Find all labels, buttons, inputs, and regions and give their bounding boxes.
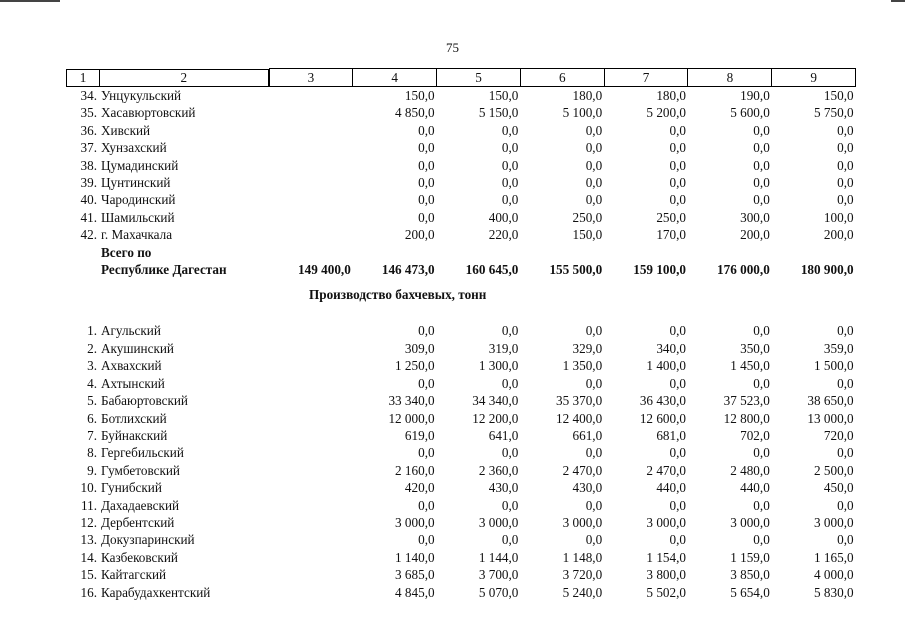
value-cell-c8: 1 159,0 bbox=[730, 549, 770, 565]
value-cell-c9: 0,0 bbox=[837, 175, 854, 191]
value-cell-c4: 4 845,0 bbox=[395, 584, 435, 600]
header-cell-4: 4 bbox=[353, 69, 437, 87]
value-cell-c3 bbox=[269, 104, 353, 121]
value-cell-c5: 3 000,0 bbox=[478, 514, 519, 530]
total-label-line2: Республике Дагестан bbox=[101, 262, 227, 278]
district-name: Хивский bbox=[101, 122, 151, 138]
row-number: 10. bbox=[80, 480, 97, 496]
value-cell-c8: 0,0 bbox=[753, 175, 770, 191]
value-cell-c4: 0,0 bbox=[418, 375, 435, 391]
value-cell-c4: 0,0 bbox=[418, 445, 435, 461]
value-cell-c5: 1 300,0 bbox=[478, 358, 519, 374]
page-number: 75 bbox=[446, 40, 459, 55]
value-cell-c7: 5 502,0 bbox=[646, 584, 686, 600]
row-number: 38. bbox=[80, 157, 97, 173]
value-cell-c3 bbox=[269, 531, 353, 548]
value-cell-c7: 3 000,0 bbox=[646, 514, 686, 530]
row-number: 2. bbox=[87, 340, 97, 356]
district-name: Казбековский bbox=[101, 549, 178, 565]
value-cell-c8: 440,0 bbox=[740, 480, 770, 496]
value-cell-c4: 0,0 bbox=[418, 157, 435, 173]
value-cell-c5: 0,0 bbox=[501, 323, 519, 339]
value-cell-c3 bbox=[269, 174, 353, 191]
row-number: 16. bbox=[80, 584, 97, 600]
value-cell-c8: 12 800,0 bbox=[723, 410, 770, 426]
value-cell-c3 bbox=[269, 226, 353, 243]
row-number: 37. bbox=[80, 140, 97, 156]
value-cell-c7: 0,0 bbox=[669, 323, 686, 339]
value-cell-c8: 0,0 bbox=[753, 323, 770, 339]
value-cell-c4: 0,0 bbox=[418, 122, 435, 138]
value-cell-c3 bbox=[269, 479, 353, 496]
value-cell-c8: 1 450,0 bbox=[730, 358, 770, 374]
value-cell-c6: 0,0 bbox=[585, 497, 603, 513]
statistics-table bbox=[66, 68, 856, 601]
value-cell-c9: 0,0 bbox=[837, 140, 854, 156]
value-cell-c9: 0,0 bbox=[837, 532, 854, 548]
value-cell-c9: 13 000,0 bbox=[807, 410, 854, 426]
value-cell-c3 bbox=[269, 497, 353, 514]
value-cell-c4: 619,0 bbox=[404, 427, 435, 443]
district-name: Дахадаевский bbox=[101, 497, 180, 513]
value-cell-c6: 329,0 bbox=[572, 340, 603, 356]
value-cell-c7: 5 200,0 bbox=[646, 105, 686, 121]
value-cell-c7: 440,0 bbox=[656, 480, 686, 496]
value-cell-c7: 0,0 bbox=[669, 445, 686, 461]
row-number: 34. bbox=[80, 88, 97, 103]
value-cell-c3 bbox=[269, 514, 353, 531]
total-value-c5: 160 645,0 bbox=[465, 262, 519, 278]
value-cell-c6: 0,0 bbox=[585, 175, 603, 191]
table-row bbox=[66, 531, 856, 548]
value-cell-c3 bbox=[269, 87, 353, 105]
section-heading-row bbox=[66, 278, 856, 308]
value-cell-c6: 0,0 bbox=[585, 323, 603, 339]
value-cell-c3 bbox=[269, 462, 353, 479]
row-number: 9. bbox=[87, 462, 97, 478]
value-cell-c8: 0,0 bbox=[753, 375, 770, 391]
value-cell-c8: 0,0 bbox=[753, 497, 770, 513]
district-name: Дербентский bbox=[101, 514, 175, 530]
value-cell-c8: 300,0 bbox=[740, 209, 770, 225]
value-cell-c5: 430,0 bbox=[488, 480, 519, 496]
table-row bbox=[66, 549, 856, 566]
value-cell-c4: 420,0 bbox=[404, 480, 435, 496]
table-row bbox=[66, 122, 856, 139]
total-label-line1: Всего по bbox=[101, 244, 152, 260]
value-cell-c5: 12 200,0 bbox=[472, 410, 519, 426]
district-name: Буйнакский bbox=[101, 427, 168, 443]
value-cell-c6: 0,0 bbox=[585, 122, 603, 138]
value-cell-c6: 2 470,0 bbox=[562, 462, 603, 478]
value-cell-c8: 3 000,0 bbox=[730, 514, 770, 530]
row-number: 3. bbox=[87, 358, 97, 374]
table-row bbox=[66, 514, 856, 531]
value-cell-c4: 3 685,0 bbox=[395, 567, 435, 583]
value-cell-c8: 0,0 bbox=[753, 192, 770, 208]
value-cell-c5: 641,0 bbox=[488, 427, 519, 443]
value-cell-c8: 3 850,0 bbox=[730, 567, 770, 583]
table-row bbox=[66, 226, 856, 243]
value-cell-c3 bbox=[269, 340, 353, 357]
district-name: Хасавюртовский bbox=[101, 105, 196, 121]
value-cell-c4: 2 160,0 bbox=[395, 462, 435, 478]
value-cell-c5: 0,0 bbox=[501, 497, 519, 513]
value-cell-c4: 12 000,0 bbox=[388, 410, 435, 426]
table-row bbox=[66, 357, 856, 374]
value-cell-c7: 2 470,0 bbox=[646, 462, 686, 478]
table-body bbox=[66, 69, 856, 601]
column-number-header-row bbox=[66, 69, 856, 87]
value-cell-c4: 0,0 bbox=[418, 175, 435, 191]
header-cell-6: 6 bbox=[520, 69, 604, 87]
value-cell-c8: 37 523,0 bbox=[723, 393, 770, 409]
district-name: Ахвахский bbox=[101, 358, 162, 374]
value-cell-c6: 0,0 bbox=[585, 140, 603, 156]
row-number: 12. bbox=[80, 514, 97, 530]
value-cell-c7: 0,0 bbox=[669, 140, 686, 156]
value-cell-c8: 0,0 bbox=[753, 445, 770, 461]
district-name: Гумбетовский bbox=[101, 462, 180, 478]
row-number: 11. bbox=[81, 497, 97, 513]
value-cell-c3 bbox=[269, 375, 353, 392]
district-name: Ботлихский bbox=[101, 410, 167, 426]
value-cell-c4: 0,0 bbox=[418, 532, 435, 548]
header-cell-3: 3 bbox=[269, 69, 353, 87]
district-name: Чародинский bbox=[101, 192, 176, 208]
value-cell-c6: 12 400,0 bbox=[556, 410, 603, 426]
value-cell-c6: 5 240,0 bbox=[562, 584, 603, 600]
table-row bbox=[66, 375, 856, 392]
total-value-c7: 159 100,0 bbox=[633, 262, 686, 278]
value-cell-c8: 2 480,0 bbox=[730, 462, 770, 478]
row-number: 6. bbox=[87, 410, 97, 426]
value-cell-c7: 170,0 bbox=[656, 227, 686, 243]
value-cell-c5: 0,0 bbox=[501, 445, 519, 461]
value-cell-c3 bbox=[269, 191, 353, 208]
value-cell-c7: 0,0 bbox=[669, 175, 686, 191]
table-row bbox=[66, 479, 856, 496]
value-cell-c5: 400,0 bbox=[488, 209, 519, 225]
table-row bbox=[66, 462, 856, 479]
table-row bbox=[66, 340, 856, 357]
value-cell-c8: 702,0 bbox=[740, 427, 770, 443]
value-cell-c7: 12 600,0 bbox=[639, 410, 686, 426]
value-cell-c5: 1 144,0 bbox=[478, 549, 519, 565]
section-spacer bbox=[66, 308, 856, 322]
value-cell-c4: 4 850,0 bbox=[395, 105, 435, 121]
district-name: Унцукульский bbox=[101, 88, 182, 103]
value-cell-c7: 250,0 bbox=[656, 209, 686, 225]
section-heading-pad bbox=[66, 278, 269, 308]
value-cell-c5: 0,0 bbox=[501, 122, 519, 138]
value-cell-c9: 5 750,0 bbox=[814, 105, 854, 121]
value-cell-c3 bbox=[269, 209, 353, 226]
district-name: Докузпаринский bbox=[101, 532, 195, 548]
header-cell-7: 7 bbox=[604, 69, 688, 87]
header-group-1-2 bbox=[66, 69, 269, 87]
table-row bbox=[66, 174, 856, 191]
row-number: 13. bbox=[80, 532, 97, 548]
value-cell-c3 bbox=[269, 444, 353, 461]
total-value-c6: 155 500,0 bbox=[549, 262, 603, 278]
value-cell-c5: 5 150,0 bbox=[478, 105, 519, 121]
district-name: Агульский bbox=[101, 323, 161, 339]
row-number: 42. bbox=[80, 227, 97, 243]
header-cell-2: 2 bbox=[100, 69, 269, 86]
table-row bbox=[66, 191, 856, 208]
value-cell-c9: 0,0 bbox=[837, 122, 854, 138]
district-name: Гунибский bbox=[101, 480, 162, 496]
value-cell-c5: 0,0 bbox=[501, 532, 519, 548]
row-number: 1. bbox=[87, 323, 97, 339]
row-number: 40. bbox=[80, 192, 97, 208]
value-cell-c5: 0,0 bbox=[501, 140, 519, 156]
value-cell-c5: 34 340,0 bbox=[472, 393, 519, 409]
total-value-c8: 176 000,0 bbox=[717, 262, 770, 278]
value-cell-c3 bbox=[269, 566, 353, 583]
value-cell-c4: 33 340,0 bbox=[388, 393, 435, 409]
table-row bbox=[66, 209, 856, 226]
total-num-empty bbox=[66, 261, 99, 278]
value-cell-c7: 0,0 bbox=[669, 122, 686, 138]
value-cell-c9: 359,0 bbox=[823, 340, 854, 356]
value-cell-c9: 100,0 bbox=[823, 209, 854, 225]
total-num-empty bbox=[66, 244, 99, 261]
value-cell-c4: 0,0 bbox=[418, 140, 435, 156]
value-cell-c3 bbox=[269, 357, 353, 374]
table-row bbox=[66, 566, 856, 583]
row-number: 39. bbox=[80, 175, 97, 191]
value-cell-c5: 150,0 bbox=[488, 88, 519, 103]
spacer-cell bbox=[66, 308, 856, 322]
value-cell-c9: 0,0 bbox=[837, 497, 854, 513]
value-cell-c9: 2 500,0 bbox=[814, 462, 854, 478]
row-number: 15. bbox=[80, 567, 97, 583]
district-name: Цумадинский bbox=[101, 157, 179, 173]
value-cell-c6: 661,0 bbox=[572, 427, 603, 443]
value-cell-c8: 0,0 bbox=[753, 122, 770, 138]
value-cell-c8: 5 600,0 bbox=[730, 105, 770, 121]
value-cell-c6: 430,0 bbox=[572, 480, 603, 496]
table-row bbox=[66, 104, 856, 121]
district-name: Кайтагский bbox=[101, 567, 167, 583]
value-cell-c5: 0,0 bbox=[501, 192, 519, 208]
value-cell-c6: 5 100,0 bbox=[562, 105, 603, 121]
value-cell-c7: 0,0 bbox=[669, 157, 686, 173]
value-cell-c3 bbox=[269, 392, 353, 409]
value-cell-c7: 0,0 bbox=[669, 532, 686, 548]
value-cell-c6: 3 000,0 bbox=[562, 514, 603, 530]
value-cell-c9: 3 000,0 bbox=[814, 514, 854, 530]
row-number: 14. bbox=[80, 549, 97, 565]
value-cell-c5: 0,0 bbox=[501, 175, 519, 191]
value-cell-c3 bbox=[269, 584, 353, 601]
table-row bbox=[66, 410, 856, 427]
value-cell-c4: 0,0 bbox=[418, 497, 435, 513]
header-cell-8: 8 bbox=[688, 69, 772, 87]
value-cell-c8: 350,0 bbox=[740, 340, 770, 356]
value-cell-c8: 5 654,0 bbox=[730, 584, 770, 600]
total-label-row bbox=[66, 244, 856, 261]
value-cell-c9: 0,0 bbox=[837, 323, 854, 339]
district-name: Цунтинский bbox=[101, 175, 171, 191]
value-cell-c5: 3 700,0 bbox=[478, 567, 519, 583]
section-title: Производство бахчевых, тонн bbox=[309, 286, 487, 302]
value-cell-c3 bbox=[269, 410, 353, 427]
table-row bbox=[66, 392, 856, 409]
value-cell-c4: 3 000,0 bbox=[395, 514, 435, 530]
value-cell-c8: 0,0 bbox=[753, 157, 770, 173]
value-cell-c4: 1 250,0 bbox=[395, 358, 435, 374]
total-row bbox=[66, 261, 856, 278]
value-cell-c5: 0,0 bbox=[501, 375, 519, 391]
table-row bbox=[66, 427, 856, 444]
value-cell-c3 bbox=[269, 322, 353, 339]
value-cell-c6: 0,0 bbox=[585, 375, 603, 391]
value-cell-c7: 1 154,0 bbox=[646, 549, 686, 565]
value-cell-c9: 5 830,0 bbox=[814, 584, 854, 600]
value-cell-c4: 309,0 bbox=[404, 340, 435, 356]
value-cell-c5: 5 070,0 bbox=[478, 584, 519, 600]
district-name: Карабудахкентский bbox=[101, 584, 211, 600]
district-name: Ахтынский bbox=[101, 375, 165, 391]
value-cell-c8: 0,0 bbox=[753, 532, 770, 548]
row-number: 4. bbox=[87, 375, 97, 391]
scan-edge-mark-left bbox=[0, 0, 60, 2]
value-cell-c7: 3 800,0 bbox=[646, 567, 686, 583]
value-cell-c7: 340,0 bbox=[656, 340, 686, 356]
value-cell-c6: 250,0 bbox=[572, 209, 603, 225]
row-number: 35. bbox=[80, 105, 97, 121]
value-cell-c9: 200,0 bbox=[823, 227, 854, 243]
row-number: 36. bbox=[80, 122, 97, 138]
value-cell-c3 bbox=[269, 139, 353, 156]
row-number: 7. bbox=[87, 427, 97, 443]
table-row bbox=[66, 497, 856, 514]
value-cell-c7: 0,0 bbox=[669, 375, 686, 391]
value-cell-c6: 0,0 bbox=[585, 157, 603, 173]
value-cell-c6: 150,0 bbox=[572, 227, 603, 243]
value-cell-c9: 4 000,0 bbox=[814, 567, 854, 583]
value-cell-c9: 0,0 bbox=[837, 445, 854, 461]
value-cell-c9: 450,0 bbox=[823, 480, 854, 496]
value-cell-c4: 1 140,0 bbox=[395, 549, 435, 565]
value-cell-c6: 0,0 bbox=[585, 445, 603, 461]
header-cell-1: 1 bbox=[67, 69, 100, 86]
value-cell-c3 bbox=[269, 549, 353, 566]
value-cell-c4: 0,0 bbox=[418, 209, 435, 225]
district-name: Хунзахский bbox=[101, 140, 167, 156]
value-cell-c9: 0,0 bbox=[837, 157, 854, 173]
value-cell-c8: 190,0 bbox=[740, 88, 770, 103]
value-cell-c9: 0,0 bbox=[837, 192, 854, 208]
value-cell-c7: 0,0 bbox=[669, 192, 686, 208]
table-row bbox=[66, 139, 856, 156]
table-row bbox=[66, 87, 856, 105]
value-cell-c8: 0,0 bbox=[753, 140, 770, 156]
value-cell-c7: 0,0 bbox=[669, 497, 686, 513]
value-cell-c6: 180,0 bbox=[572, 88, 603, 103]
scan-edge-mark-right bbox=[891, 0, 905, 2]
value-cell-c3 bbox=[269, 427, 353, 444]
value-cell-c9: 38 650,0 bbox=[807, 393, 854, 409]
value-cell-c6: 0,0 bbox=[585, 192, 603, 208]
value-cell-c5: 2 360,0 bbox=[478, 462, 519, 478]
value-cell-c4: 200,0 bbox=[404, 227, 435, 243]
value-cell-c7: 681,0 bbox=[656, 427, 686, 443]
table-row bbox=[66, 444, 856, 461]
value-cell-c5: 220,0 bbox=[488, 227, 519, 243]
district-name: Бабаюртовский bbox=[101, 393, 188, 409]
total-value-c3: 149 400,0 bbox=[298, 262, 351, 278]
value-cell-c7: 180,0 bbox=[656, 88, 686, 103]
value-cell-c3 bbox=[269, 157, 353, 174]
value-cell-c9: 150,0 bbox=[823, 88, 854, 103]
value-cell-c9: 1 165,0 bbox=[814, 549, 854, 565]
value-cell-c5: 319,0 bbox=[488, 340, 519, 356]
value-cell-c3 bbox=[269, 122, 353, 139]
value-cell-c4: 0,0 bbox=[418, 192, 435, 208]
value-cell-c6: 0,0 bbox=[585, 532, 603, 548]
value-cell-c5: 0,0 bbox=[501, 157, 519, 173]
value-cell-c9: 1 500,0 bbox=[814, 358, 854, 374]
district-name: Гергебильский bbox=[101, 445, 184, 461]
district-name: Акушинский bbox=[101, 340, 174, 356]
total-value-c9: 180 900,0 bbox=[800, 262, 854, 278]
value-cell-c8: 200,0 bbox=[740, 227, 770, 243]
value-cell-c6: 1 148,0 bbox=[562, 549, 603, 565]
value-cell-c6: 35 370,0 bbox=[556, 393, 603, 409]
table-row bbox=[66, 584, 856, 601]
table-row bbox=[66, 322, 856, 339]
row-number: 5. bbox=[87, 393, 97, 409]
value-cell-c4: 150,0 bbox=[404, 88, 435, 103]
value-cell-c7: 1 400,0 bbox=[646, 358, 686, 374]
total-value-c4: 146 473,0 bbox=[381, 262, 435, 278]
row-number: 41. bbox=[80, 209, 97, 225]
header-cell-9: 9 bbox=[772, 69, 856, 87]
value-cell-c9: 0,0 bbox=[837, 375, 854, 391]
header-cell-5: 5 bbox=[437, 69, 521, 87]
value-cell-c9: 720,0 bbox=[823, 427, 854, 443]
value-cell-c6: 3 720,0 bbox=[562, 567, 603, 583]
value-cell-c6: 1 350,0 bbox=[562, 358, 603, 374]
value-cell-c4: 0,0 bbox=[418, 323, 435, 339]
district-name: Шамильский bbox=[101, 209, 175, 225]
table-row bbox=[66, 157, 856, 174]
district-name: г. Махачкала bbox=[101, 227, 173, 243]
value-cell-c7: 36 430,0 bbox=[639, 393, 686, 409]
row-number: 8. bbox=[87, 445, 97, 461]
